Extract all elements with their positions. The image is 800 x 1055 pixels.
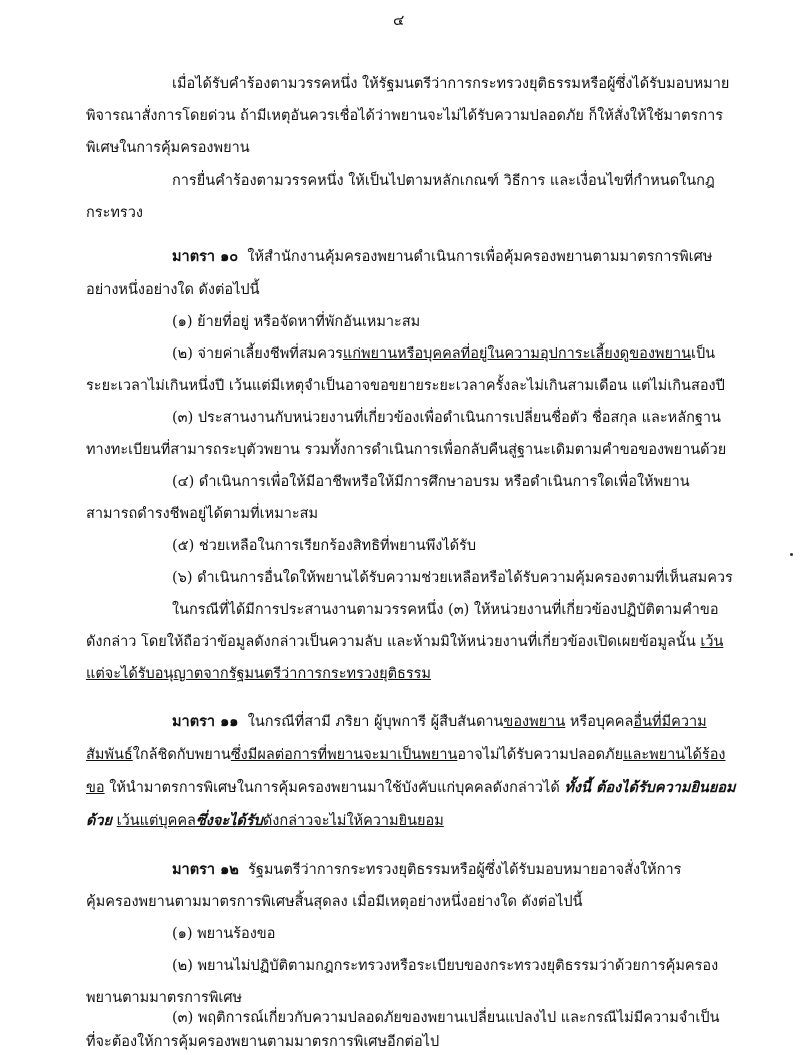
paragraph-line: ทางทะเบียนที่สามารถระบุตัวพยาน รวมทั้งการดำเนินการเพื่อกลับคืนสู่ฐานะเดิมตามคำขอของพยานด้วย — [86, 442, 727, 458]
paragraph-line: พยานตามมาตรการพิเศษ — [86, 990, 243, 1006]
paragraph-text: ดังกล่าว โดยให้ถือว่าข้อมูลดังกล่าวเป็นความลับ และห้ามมิให้หน่วยงานที่เกี่ยวข้องเปิดเผยข้อมูลนั้น — [86, 634, 696, 650]
list-item: (๒) พยานไม่ปฏิบัติตามกฎกระทรวงหรือระเบียบของกระทรวงยุติธรรมว่าด้วยการคุ้มครอง — [172, 958, 719, 974]
paragraph-line: การยื่นคำร้องตามวรรคหนึ่ง ให้เป็นไปตามหลักเกณฑ์ วิธีการ และเงื่อนไขที่กำหนดในกฎ — [172, 173, 715, 189]
paragraph-line: ที่จะต้องให้การคุ้มครองพยานตามมาตรการพิเศษอีกต่อไป — [86, 1034, 440, 1050]
scan-speck — [790, 553, 793, 556]
list-item: (๓) พฤติการณ์เกี่ยวกับความปลอดภัยของพยานเปลี่ยนแปลงไป และกรณีไม่มีความจำเป็น — [172, 1010, 720, 1026]
list-item — [172, 344, 715, 364]
amended-text: อื่นที่มีความ — [633, 714, 707, 730]
section-11-line — [172, 712, 707, 732]
section-text: หรือบุคคล — [565, 714, 634, 730]
section-12-heading: มาตรา ๑๒ — [172, 861, 239, 878]
paragraph-line — [86, 811, 444, 831]
section-10-heading: มาตรา ๑๐ — [172, 248, 239, 265]
emphasis-text: ด้วย — [86, 812, 113, 829]
list-item: (๔) ดำเนินการเพื่อให้มีอาชีพหรือให้มีการศึกษาอบรม หรือดำเนินการใดเพื่อให้พยาน — [172, 474, 690, 490]
paragraph-line: ระยะเวลาไม่เกินหนึ่งปี เว้นแต่มีเหตุจำเป็นอาจขอขยายระยะเวลาครั้งละไม่เกินสามเดือน แต่ไม่เกินสองปี — [86, 378, 725, 394]
emphasis-text: ซึ่งจะได้รับ — [195, 812, 263, 829]
amended-text: ซึ่งมีผลต่อการที่พยานจะมาเป็นพยาน — [230, 747, 458, 763]
paragraph-line — [86, 632, 723, 652]
paragraph-line: เมื่อได้รับคำร้องตามวรรคหนึ่ง ให้รัฐมนตรีว่าการกระทรวงยุติธรรมหรือผู้ซึ่งได้รับมอบหมาย — [172, 76, 730, 92]
section-12-line — [172, 860, 681, 880]
paragraph-line: พิเศษในการคุ้มครองพยาน — [86, 140, 250, 156]
list-item: (๖) ดำเนินการอื่นใดให้พยานได้รับความช่วยเหลือหรือได้รับความคุ้มครองตามที่เห็นสมควร — [172, 570, 733, 586]
paragraph-line: คุ้มครองพยานตามมาตรการพิเศษสิ้นสุดลง เมื่อมีเหตุอย่างหนึ่งอย่างใด ดังต่อไปนี้ — [86, 894, 583, 910]
paragraph-line: อย่างหนึ่งอย่างใด ดังต่อไปนี้ — [86, 282, 260, 298]
paragraph-line: ในกรณีที่ได้มีการประสานงานตามวรรคหนึ่ง (๓) ให้หน่วยงานที่เกี่ยวข้องปฏิบัติตามคำขอ — [172, 602, 719, 618]
section-text: อาจไม่ได้รับความปลอดภัย — [457, 747, 624, 763]
amended-text: สัมพันธ์ — [86, 747, 133, 763]
section-text: ให้นำมาตรการพิเศษในการคุ้มครองพยานมาใช้บังคับแก่บุคคลดังกล่าวได้ — [104, 780, 565, 796]
amended-text: ของพยาน — [503, 714, 566, 730]
item-text: (๒) จ่ายค่าเลี้ยงชีพที่สมควร — [172, 346, 343, 362]
paragraph-line — [86, 745, 726, 765]
section-text: ใกล้ชิดกับพยาน — [132, 747, 231, 763]
item-text: เป็น — [691, 346, 716, 362]
amended-text: แก่พยานหรือบุคคลที่อยู่ในความอุปการะเลี้ยงดูของพยาน — [342, 346, 692, 362]
list-item: (๑) พยานร้องขอ — [172, 926, 276, 942]
list-item: (๓) ประสานงานกับหน่วยงานที่เกี่ยวข้องเพื่อดำเนินการเปลี่ยนชื่อตัว ชื่อสกุล และหลักฐาน — [172, 410, 721, 426]
amended-text: ดังกล่าวจะไม่ให้ความยินยอม — [262, 813, 444, 829]
list-item: (๑) ย้ายที่อยู่ หรือจัดหาที่พักอันเหมาะสม — [172, 314, 421, 330]
amended-text: เว้น — [700, 634, 724, 650]
paragraph-line: พิจารณาสั่งการโดยด่วน ถ้ามีเหตุอันควรเชื่อได้ว่าพยานจะไม่ได้รับความปลอดภัย ก็ให้สั่งให้ใช้มาตรการ — [86, 108, 724, 124]
amended-text: แต่จะได้รับอนุญาตจากรัฐมนตรีว่าการกระทรวงยุติธรรม — [86, 666, 431, 682]
paragraph-line — [86, 664, 431, 684]
section-text: ในกรณีที่สามี ภริยา ผู้บุพการี ผู้สืบสันดาน — [247, 714, 504, 730]
page-number: ๔ — [393, 11, 405, 29]
section-10-line — [172, 247, 712, 267]
section-11-heading: มาตรา ๑๑ — [172, 713, 239, 730]
emphasis-text: ทั้งนี้ ต้องได้รับความยินยอม — [564, 779, 736, 796]
list-item: (๕) ช่วยเหลือในการเรียกร้องสิทธิที่พยานพึงได้รับ — [172, 538, 477, 554]
paragraph-line — [86, 778, 736, 798]
section-text: รัฐมนตรีว่าการกระทรวงยุติธรรมหรือผู้ซึ่งได้รับมอบหมายอาจสั่งให้การ — [248, 862, 682, 878]
paragraph-line: กระทรวง — [86, 205, 143, 221]
amended-text: และพยานได้ร้อง — [623, 747, 726, 763]
amended-text: เว้นแต่บุคคล — [116, 813, 196, 829]
section-text: ให้สำนักงานคุ้มครองพยานดำเนินการเพื่อคุ้มครองพยานตามมาตรการพิเศษ — [247, 249, 713, 265]
amended-text: ขอ — [86, 780, 105, 796]
paragraph-line: สามารถดำรงชีพอยู่ได้ตามที่เหมาะสม — [86, 506, 319, 522]
